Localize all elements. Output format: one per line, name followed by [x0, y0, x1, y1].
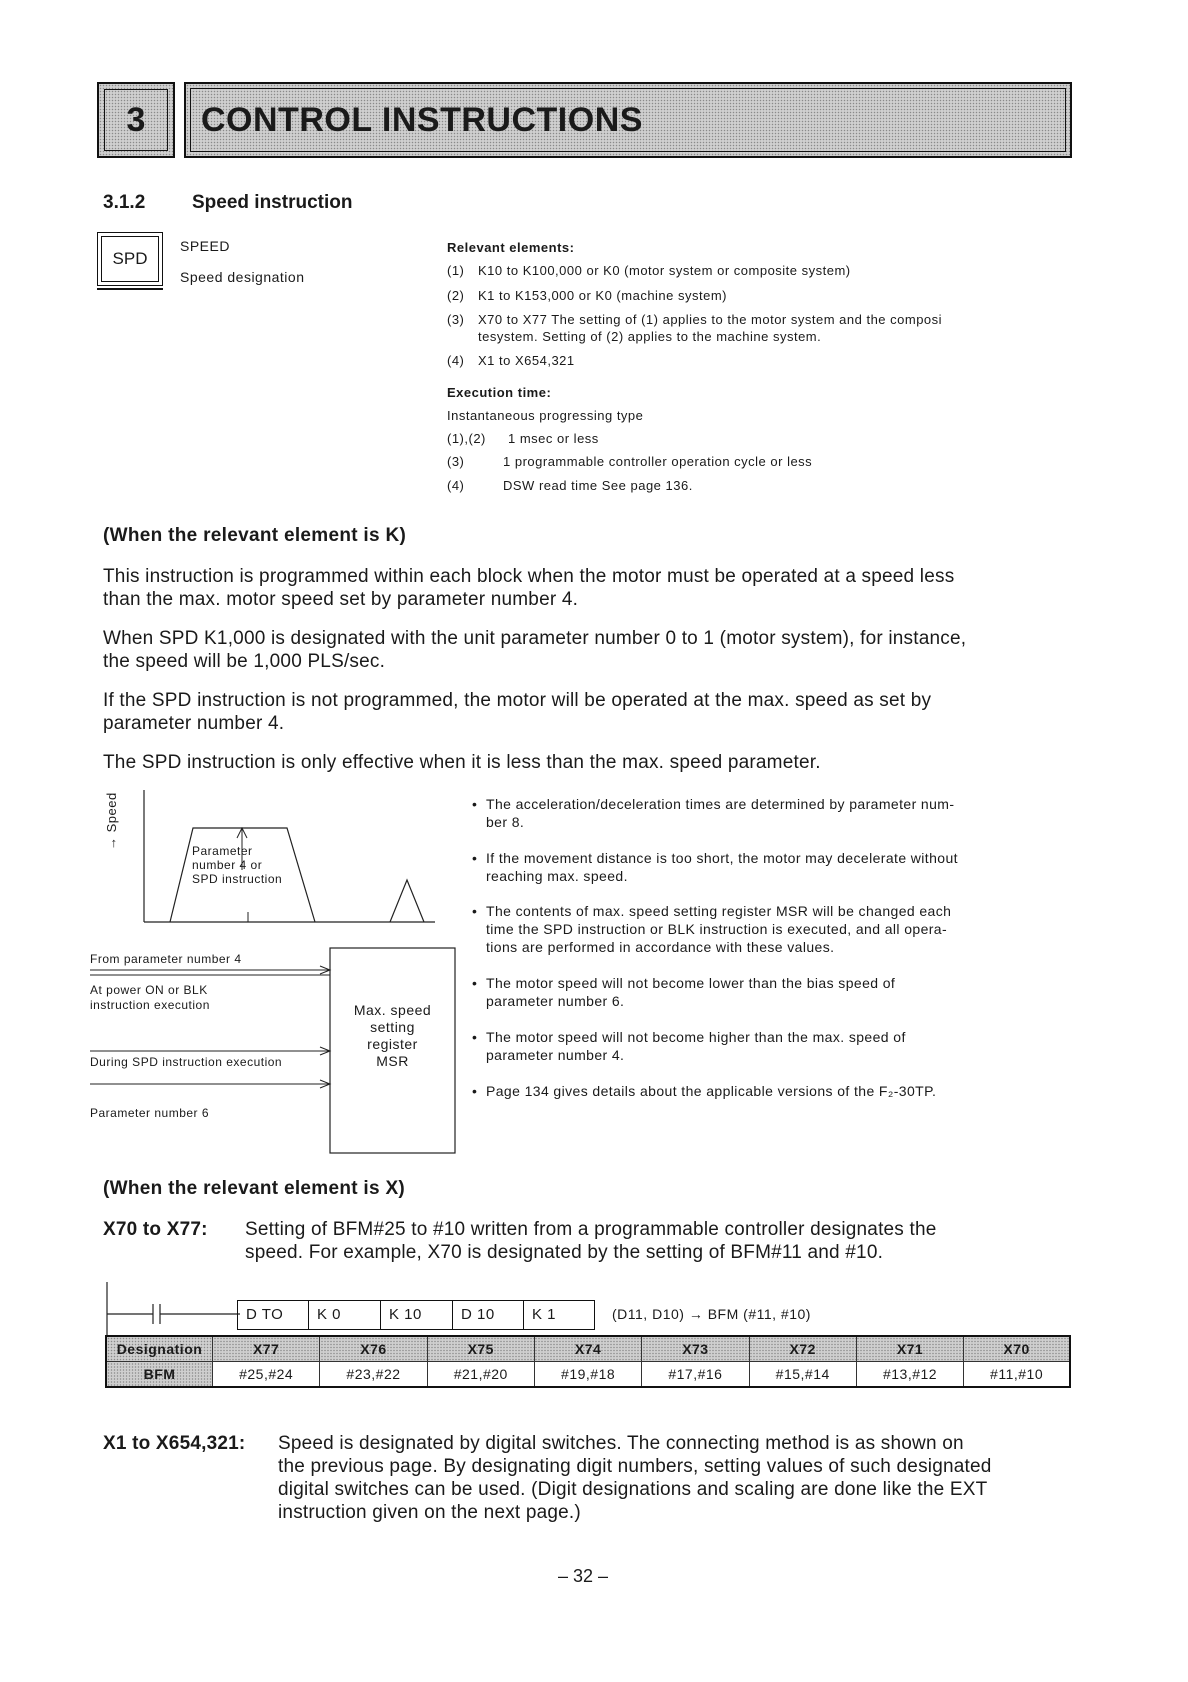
dsw-line-4: instruction given on the next page.): [278, 1502, 581, 1523]
table-cell: BFM: [106, 1362, 213, 1388]
table-row: [106, 1336, 1070, 1362]
bullet-4: • The motor speed will not become lower than the bias speed of parameter number 6.: [472, 975, 896, 1009]
page-number: – 32 –: [558, 1566, 609, 1586]
input-param-6: Parameter number 6: [90, 1106, 210, 1120]
bullet-2: • If the movement distance is too short, the motor may decelerate without reaching max. speed.: [472, 850, 958, 884]
x70-label: X70 to X77:: [103, 1219, 208, 1240]
relevant-num-2: (2): [447, 288, 465, 303]
relevant-text-2: K1 to K153,000 or K0 (machine system): [478, 288, 728, 303]
chapter-number: 3: [104, 89, 168, 151]
instruction-description: Speed designation: [180, 269, 305, 285]
table-cell: X71: [856, 1336, 963, 1362]
x70-line-1: Setting of BFM#25 to #10 written from a programmable controller designates the: [245, 1219, 937, 1240]
ladder-d10: D 10: [452, 1300, 524, 1330]
execution-text-1: 1 msec or less: [508, 431, 599, 446]
relevant-num-4: (4): [447, 353, 465, 368]
msr-register-label: [330, 1002, 455, 1070]
instruction-mnemonic-box: [97, 232, 163, 286]
k-paragraph-2-line-2: the speed will be 1,000 PLS/sec.: [103, 651, 386, 672]
table-cell: X72: [749, 1336, 856, 1362]
table-cell: X76: [320, 1336, 427, 1362]
k-paragraph-4-line-1: The SPD instruction is only effective when it is less than the max. speed parameter.: [103, 752, 821, 773]
ladder-k10: K 10: [380, 1300, 453, 1330]
ladder-dto: D TO: [237, 1300, 309, 1330]
k-section-heading: (When the relevant element is K): [103, 525, 407, 546]
input-power-on-blk: At power ON or BLK: [90, 983, 208, 997]
ladder-k1: K 1: [523, 1300, 595, 1330]
k-paragraph-1-line-1: This instruction is programmed within each block when the motor must be operated at a speed less: [103, 566, 955, 587]
k-paragraph-2-line-1: When SPD K1,000 is designated with the unit parameter number 0 to 1 (motor system), for instance,: [103, 628, 967, 649]
execution-num-1: (1),(2): [447, 431, 486, 446]
execution-text-2: 1 programmable controller operation cycle or less: [503, 454, 813, 469]
msr-line-3: register: [367, 1036, 418, 1052]
table-cell: X74: [534, 1336, 641, 1362]
relevant-text-3: X70 to X77 The setting of (1) applies to the motor system and the composi: [478, 312, 943, 327]
x-section-heading: (When the relevant element is X): [103, 1178, 406, 1199]
dsw-label: X1 to X654,321:: [103, 1433, 246, 1454]
relevant-num-3: (3): [447, 312, 465, 327]
speed-axis-label: → Speed: [104, 792, 119, 850]
ladder-note: (D11, D10) → BFM (#11, #10): [612, 1306, 811, 1322]
table-cell: #11,#10: [964, 1362, 1070, 1388]
curve-label-line-1: Parameter: [192, 844, 253, 858]
chapter-title: CONTROL INSTRUCTIONS: [190, 88, 1066, 152]
dsw-line-1: Speed is designated by digital switches. The connecting method is as shown on: [278, 1433, 964, 1454]
table-cell: X70: [964, 1336, 1070, 1362]
table-cell: X73: [642, 1336, 749, 1362]
ladder-rung: [105, 1282, 240, 1342]
k-paragraph-3-line-2: parameter number 4.: [103, 713, 285, 734]
relevant-text-3-cont: tesystem. Setting of (2) applies to the machine system.: [478, 329, 822, 344]
table-cell: #21,#20: [427, 1362, 534, 1388]
table-cell: #25,#24: [213, 1362, 320, 1388]
input-during-spd: During SPD instruction execution: [90, 1055, 283, 1069]
table-row: [106, 1362, 1070, 1388]
table-cell: Designation: [106, 1336, 213, 1362]
msr-line-2: setting: [370, 1019, 415, 1035]
table-cell: X77: [213, 1336, 320, 1362]
relevant-text-4: X1 to X654,321: [478, 353, 575, 368]
section-title: Speed instruction: [192, 192, 353, 213]
table-cell: #19,#18: [534, 1362, 641, 1388]
execution-num-3: (4): [447, 478, 465, 493]
chapter-number-box: [97, 82, 175, 158]
table-cell: X75: [427, 1336, 534, 1362]
input-from-param-4: From parameter number 4: [90, 952, 242, 966]
x70-line-2: speed. For example, X70 is designated by the setting of BFM#11 and #10.: [245, 1242, 884, 1263]
section-number: 3.1.2: [103, 192, 146, 213]
ladder-k0: K 0: [308, 1300, 381, 1330]
bullet-1: • The acceleration/deceleration times are determined by parameter num- ber 8.: [472, 796, 955, 830]
relevant-heading: Relevant elements:: [447, 240, 575, 255]
chapter-title-box: [184, 82, 1072, 158]
execution-heading: Execution time:: [447, 385, 552, 400]
table-cell: #17,#16: [642, 1362, 749, 1388]
table-cell: #15,#14: [749, 1362, 856, 1388]
execution-num-2: (3): [447, 454, 465, 469]
curve-label-line-3: SPD instruction: [192, 872, 283, 886]
dsw-line-2: the previous page. By designating digit numbers, setting values of such designated: [278, 1456, 992, 1477]
curve-label-line-2: number 4 or: [192, 858, 263, 872]
table-cell: #23,#22: [320, 1362, 427, 1388]
bullet-6: • Page 134 gives details about the applicable versions of the F₂-30TP.: [472, 1083, 937, 1099]
relevant-num-1: (1): [447, 263, 465, 278]
instruction-name: SPEED: [180, 238, 230, 254]
k-paragraph-3-line-1: If the SPD instruction is not programmed, the motor will be operated at the max. speed as set by: [103, 690, 932, 711]
msr-line-4: MSR: [376, 1053, 409, 1069]
k-paragraph-1-line-2: than the max. motor speed set by parameter number 4.: [103, 589, 579, 610]
msr-line-1: Max. speed: [353, 1002, 432, 1018]
bfm-table: [105, 1335, 1071, 1388]
table-cell: #13,#12: [856, 1362, 963, 1388]
execution-type: Instantaneous progressing type: [447, 408, 644, 423]
dsw-line-3: digital switches can be used. (Digit designations and scaling are done like the EXT: [278, 1479, 988, 1500]
instruction-mnemonic: SPD: [101, 236, 159, 282]
input-power-on-blk-line-2: instruction execution: [90, 998, 210, 1012]
bullet-3: • The contents of max. speed setting register MSR will be changed each time the SPD instruction or BLK instruction is executed, and all opera- tions are performed in accordance with these values.: [472, 903, 952, 955]
relevant-text-1: K10 to K100,000 or K0 (motor system or composite system): [478, 263, 851, 278]
curve-label: [192, 844, 282, 886]
bullet-5: • The motor speed will not become higher than the max. speed of parameter number 4.: [472, 1029, 906, 1063]
execution-text-3: DSW read time See page 136.: [503, 478, 693, 493]
